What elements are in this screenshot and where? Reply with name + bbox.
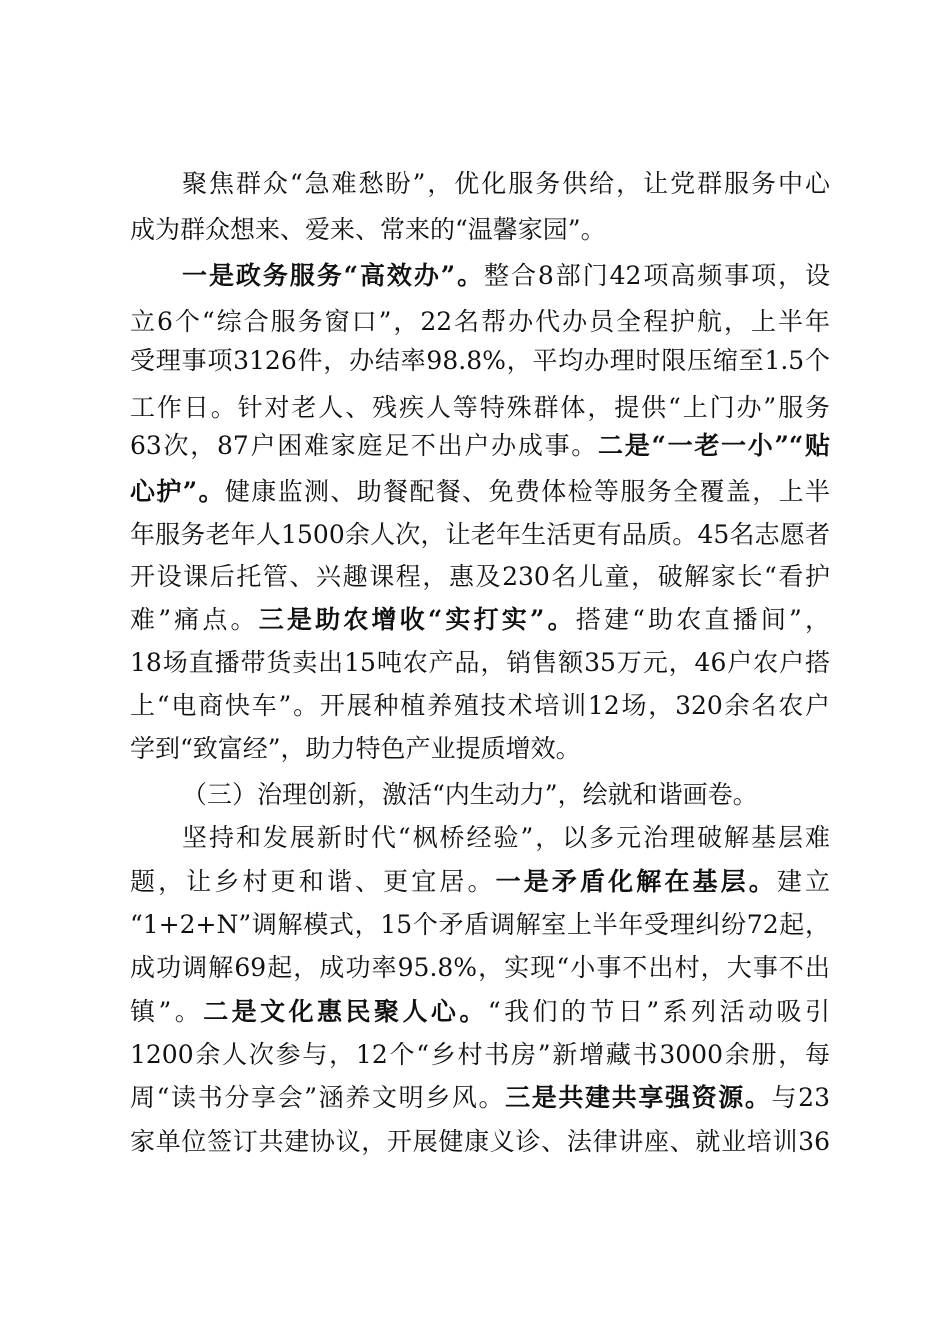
text-segment: 学到“致富经”，助力特色产业提质增效。 [130,734,581,763]
text-segment: 成功调解69起，成功率95.8%，实现“小事不出村，大事不出 [130,953,830,982]
text-line [130,686,830,726]
text-segment: 建立 [776,867,830,896]
bold-heading-segment: 二是文化惠民聚人心。 [203,997,488,1026]
text-line [130,472,830,512]
text-line [130,600,830,640]
text-segment: 整合8部门42项高频事项，设 [484,261,831,290]
text-segment: 难”痛点。 [130,605,259,634]
bold-heading-segment: 三是助农增收“实打实”。 [258,605,576,634]
text-segment: 周“读书分享会”涵养文明乡风。 [130,1083,506,1112]
text-segment: （三）治理创新，激活“内生动力”，绘就和谐画卷。 [182,780,758,809]
text-segment: “我们的节日”系列活动吸引 [487,997,830,1026]
text-segment: “1+2+N”调解模式，15个矛盾调解室上半年受理纠纷72起， [130,910,830,939]
text-segment: 搭建“助农直播间”， [575,605,831,634]
text-segment: 上“电商快车”。开展种植养殖技术培训12场，320余名农户 [130,691,830,720]
text-line [182,818,830,858]
text-line [130,388,830,428]
text-segment: 家单位签订共建协议，开展健康义诊、法律讲座、就业培训36 [130,1127,830,1156]
text-segment: 聚焦群众“急难愁盼”，优化服务供给，让党群服务中心 [182,169,830,198]
text-segment: 题，让乡村更和谐、更宜居。 [130,867,496,896]
text-segment: 镇”。 [130,997,204,1026]
text-line [130,992,830,1032]
text-segment: 受理事项3126件，办结率98.8%，平均办理时限压缩至1.5个 [130,346,830,375]
text-segment: 健康监测、助餐配餐、免费体检等服务全覆盖，上半 [224,477,830,506]
text-line [182,256,830,296]
text-line [130,210,830,250]
text-segment: 开设课后托管、兴趣课程，惠及230名儿童，破解家长“看护 [130,562,830,591]
text-segment: 工作日。针对老人、残疾人等特殊群体，提供“上门办”服务 [130,393,830,422]
text-line [130,862,830,902]
text-line [130,515,830,555]
bold-heading-segment: 三是共建共享强资源。 [505,1083,772,1112]
text-line [130,948,830,988]
text-line [130,557,830,597]
text-segment: 与23 [771,1083,830,1112]
text-segment: 年服务老年人1500余人次，让老年生活更有品质。45名志愿者 [130,520,830,549]
bold-heading-segment: 心护”。 [130,477,225,506]
text-line [130,905,830,945]
bold-heading-segment: 二是“一老一小”“贴 [598,431,831,460]
text-line [130,1078,830,1118]
text-segment: 成为群众想来、爱来、常来的“温馨家园”。 [130,215,606,244]
text-line [130,426,830,466]
bold-heading-segment: 一是政务服务“高效办”。 [182,261,485,290]
bold-heading-segment: 一是矛盾化解在基层。 [495,867,777,896]
text-segment: 1200余人次参与，12个“乡村书房”新增藏书3000余册，每 [130,1040,830,1069]
text-segment: 18场直播带货卖出15吨农产品，销售额35万元，46户农户搭 [130,648,830,677]
text-segment: 63次，87户困难家庭足不出户办成事。 [130,431,599,460]
text-segment: 坚持和发展新时代“枫桥经验”，以多元治理破解基层难 [182,823,830,852]
section-heading [182,775,830,815]
text-line [130,302,830,342]
text-line [182,164,830,204]
text-line [130,643,830,683]
text-line [130,341,830,381]
text-line [130,729,830,769]
text-line [130,1035,830,1075]
text-segment: 立6个“综合服务窗口”，22名帮办代办员全程护航，上半年 [130,307,830,336]
text-line [130,1122,830,1162]
